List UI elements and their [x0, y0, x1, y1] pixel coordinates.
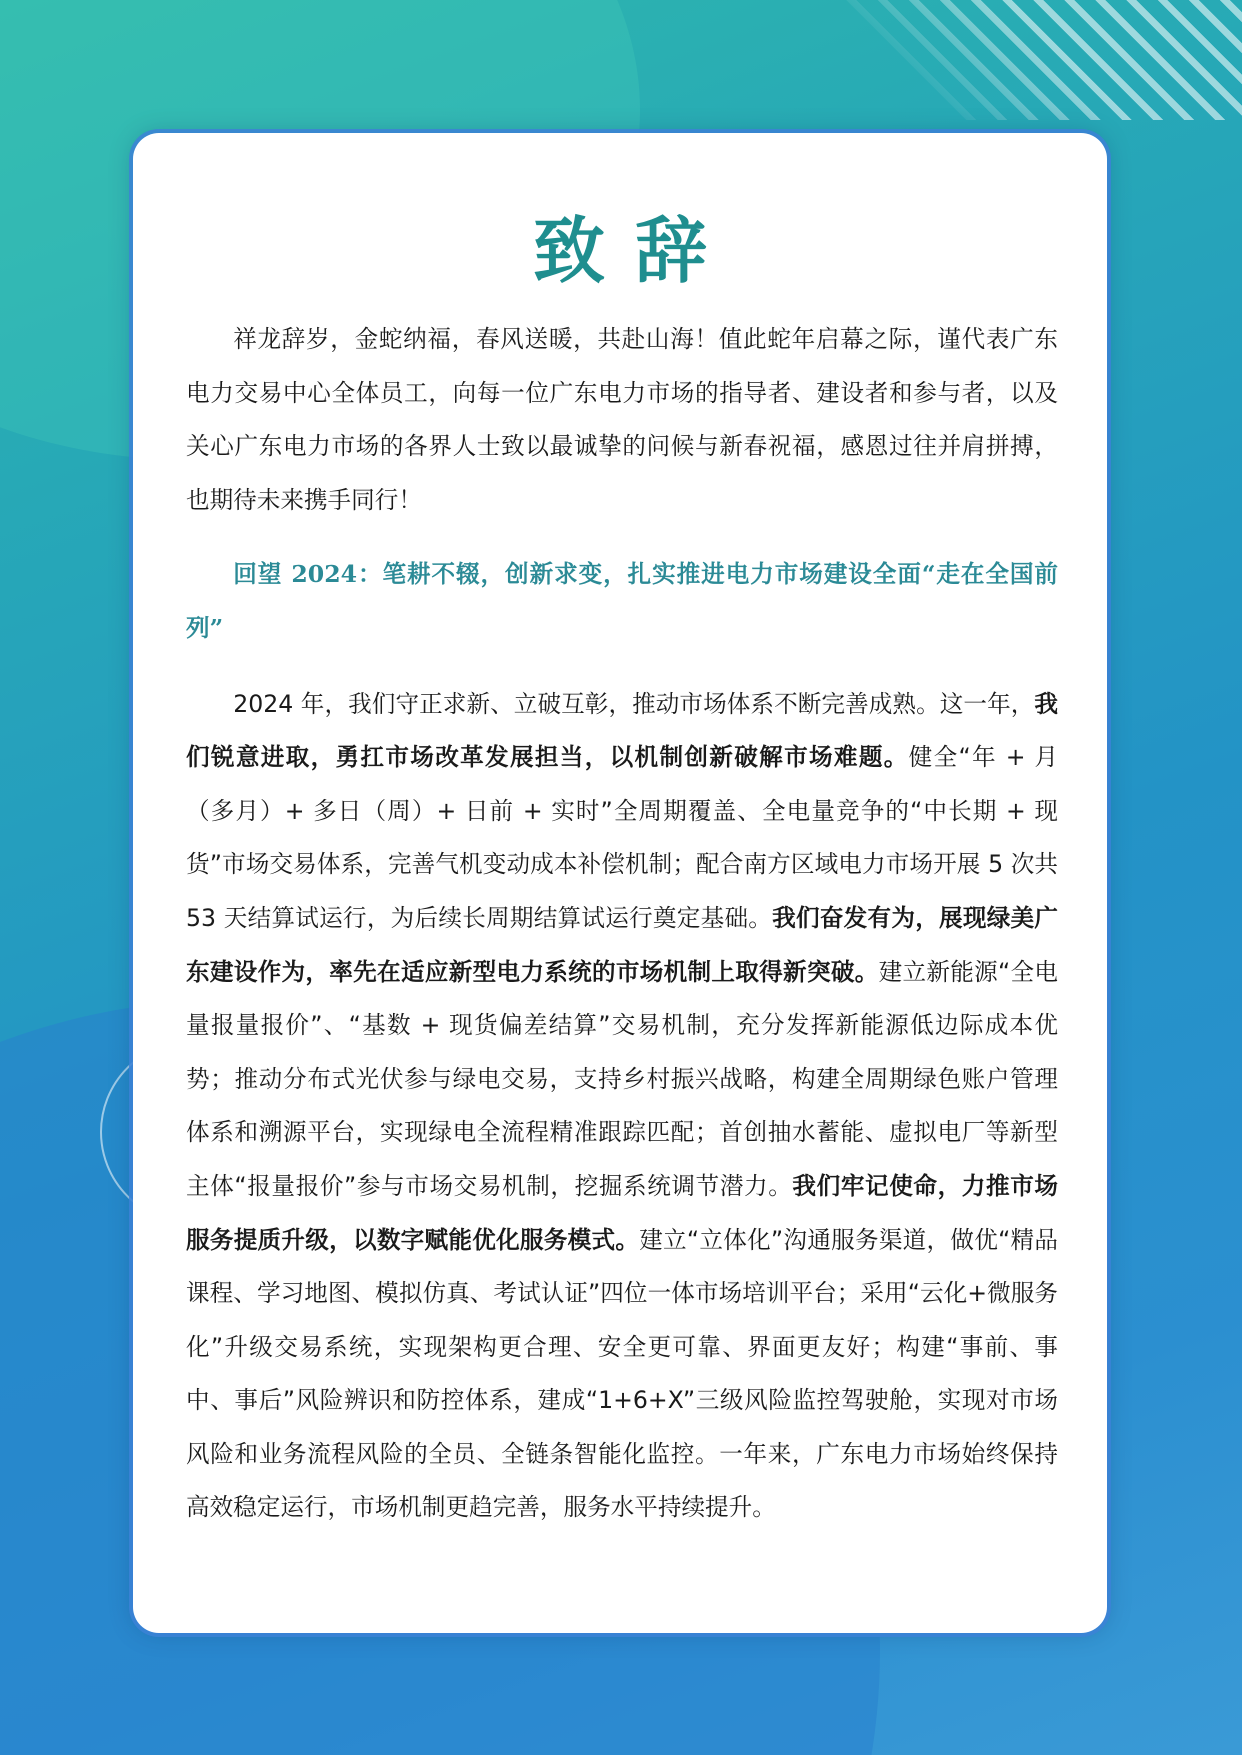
main-segment: 2024 年，我们守正求新、立破互彰，推动市场体系不断完善成熟。这一年， — [233, 689, 1035, 718]
letter-card — [133, 133, 1107, 1633]
main-segment-bold: 我们牢记使命，力推市场服务提质升级，以数字赋能优化服务模式。 — [186, 1171, 1058, 1254]
main-segment: 建立新能源“全电量报量报价”、“基数 + 现货偏差结算”交易机制，充分发挥新能源低边际成本优势；推动分布式光伏参与绿电交易，支持乡村振兴战略，构建全周期绿色账户管理体系和溯源平台，实现绿电全流程精准跟踪匹配；首创抽水蓄能、虚拟电厂等新型主体“报量报价”参与市场交易机制，挖掘系统调节潜力。 — [186, 957, 1058, 1200]
main-segment-bold: 我们锐意进取，勇扛市场改革发展担当，以机制创新破解市场难题。 — [186, 689, 1058, 772]
section-subheading: 回望 2024：笔耕不辍，创新求变，扎实推进电力市场建设全面“走在全国前列” — [186, 560, 1058, 642]
intro-paragraph: 祥龙辞岁，金蛇纳福，春风送暖，共赴山海！值此蛇年启幕之际，谨代表广东电力交易中心全体员工，向每一位广东电力市场的指导者、建设者和参与者，以及关心广东电力市场的各界人士致以最诚挚的问候与新春祝福，感恩过往并肩拼搏，也期待未来携手同行！ — [186, 325, 1058, 514]
main-paragraph — [186, 678, 1058, 1536]
background-stripes — [842, 0, 1242, 120]
letter-body — [186, 313, 1058, 1535]
page-title: 致辞 — [532, 209, 737, 293]
main-segment: 健全“年 + 月（多月）+ 多日（周）+ 日前 + 实时”全周期覆盖、全电量竞争的“中长期 + 现货”市场交易体系，完善气机变动成本补偿机制；配合南方区域电力市场开展 5 次共 53 天结算试运行，为后续长周期结算试运行奠定基础。 — [186, 743, 1058, 932]
main-segment-bold: 我们奋发有为，展现绿美广东建设作为，率先在适应新型电力系统的市场机制上取得新突破。 — [186, 903, 1058, 986]
main-segment: 建立“立体化”沟通服务渠道，做优“精品课程、学习地图、模拟仿真、考试认证”四位一体市场培训平台；采用“云化+微服务化”升级交易系统，实现架构更合理、安全更可靠、界面更友好；构建“事前、事中、事后”风险辨识和防控体系，建成“1+6+X”三级风险监控驾驶舱，实现对市场风险和业务流程风险的全员、全链条智能化监控。一年来，广东电力市场始终保持高效稳定运行，市场机制更趋完善，服务水平持续提升。 — [186, 1225, 1059, 1522]
